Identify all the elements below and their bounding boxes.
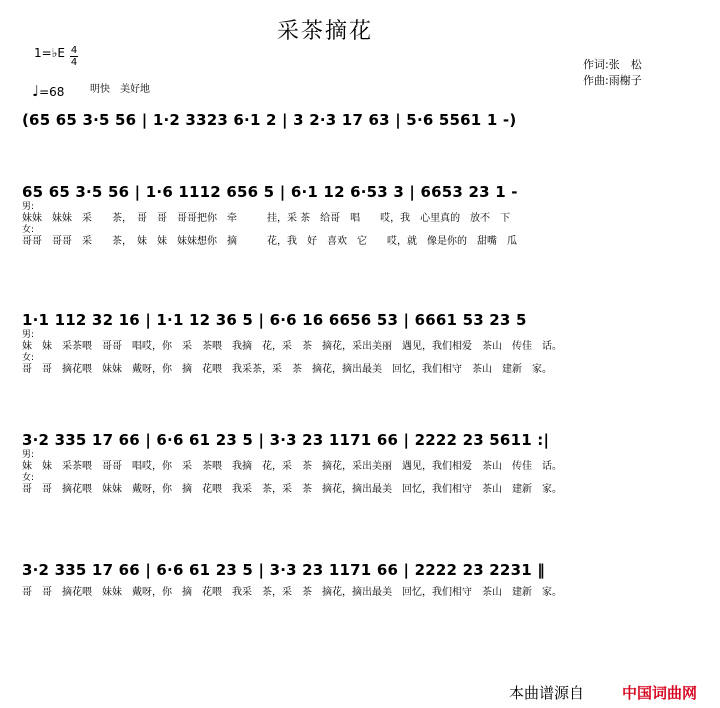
- expression-marking: 明快 美好地: [90, 84, 150, 95]
- lyric-line-male: 妹 妹 采茶喂 哥哥 唱哎，你 采 茶喂 我摘 花，采 茶 摘花，采出美丽 遇见，我们相爱 茶山 传佳 话。: [22, 461, 562, 472]
- voice-tag-male: 男:: [22, 450, 35, 460]
- score-row-4: [22, 430, 700, 496]
- score-row-5: [22, 560, 700, 599]
- score-row-3: [22, 310, 700, 376]
- lyric-line-female: 哥 哥 摘花喂 妹妹 戴呀，你 摘 花喂 我采 茶，采 茶 摘花，摘出最美 回忆，我们相守 茶山 建新 家。: [22, 484, 562, 495]
- time-signature: [70, 46, 78, 67]
- voice-tag-male: 男:: [22, 202, 35, 212]
- lyric-line-male: 妹 妹 采茶喂 哥哥 唱哎，你 采 茶喂 我摘 花，采 茶 摘花，采出美丽 遇见，我们相爱 茶山 传佳 话。: [22, 341, 562, 352]
- voice-tag-female: 女:: [22, 353, 35, 363]
- lyric-line-female: 哥哥 哥哥 采 茶， 妹 妹 妹妹想你 摘 花，我 好 喜欢 它 哎，就 像是你的 甜嘴 瓜: [22, 236, 517, 247]
- lyric-line-female: 哥 哥 摘花喂 妹妹 戴呀，你 摘 花喂 我采茶，采 茶 摘花，摘出最美 回忆，我们相守 茶山 建新 家。: [22, 364, 552, 375]
- page-title: 采茶摘花: [276, 19, 373, 44]
- notation-line: 3·2 335 17 66 | 6·6 61 23 5 | 3·3 23 1171 66 | 2222 23 2231 ‖: [22, 561, 545, 579]
- voice-tag-female: 女:: [22, 225, 35, 235]
- voice-tag-male: 男:: [22, 330, 35, 340]
- time-signature-top: 4: [70, 45, 78, 56]
- voice-tag-female: 女:: [22, 473, 35, 483]
- tempo-marking: [32, 82, 64, 100]
- score-row-2: [22, 182, 700, 248]
- lyric-line-male: 妹妹 妹妹 采 茶， 哥 哥 哥哥把你 牵 挂，采 茶 给哥 唱 哎，我 心里真的 放不 下: [22, 213, 511, 224]
- notation-line: (65 65 3·5 56 | 1·2 3323 6·1 2 | 3 2·3 17 63 | 5·6 5561 1 -): [22, 111, 517, 129]
- notation-line: 3·2 335 17 66 | 6·6 61 23 5 | 3·3 23 1171 66 | 2222 23 5611 :|: [22, 431, 550, 449]
- key-signature: 1=♭E: [34, 46, 65, 60]
- notation-line: 65 65 3·5 56 | 1·6 1112 656 5 | 6·1 12 6·53 3 | 6653 23 1 -: [22, 183, 518, 201]
- time-signature-bottom: 4: [70, 57, 78, 68]
- source-site-link[interactable]: 中国词曲网: [622, 684, 698, 702]
- source-label: 本曲谱源自: [509, 684, 585, 702]
- tempo-value: =68: [39, 85, 65, 99]
- composer-credit: 作曲:雨榭子: [583, 74, 642, 87]
- notation-line: 1·1 112 32 16 | 1·1 12 36 5 | 6·6 16 6656 53 | 6661 53 23 5: [22, 311, 527, 329]
- score-row-1: [22, 110, 700, 130]
- quarter-note-icon: ♩: [32, 82, 40, 100]
- lyricist-credit: 作词:张 松: [583, 58, 642, 71]
- lyric-line: 哥 哥 摘花喂 妹妹 戴呀，你 摘 花喂 我采 茶，采 茶 摘花，摘出最美 回忆，我们相守 茶山 建新 家。: [22, 587, 562, 598]
